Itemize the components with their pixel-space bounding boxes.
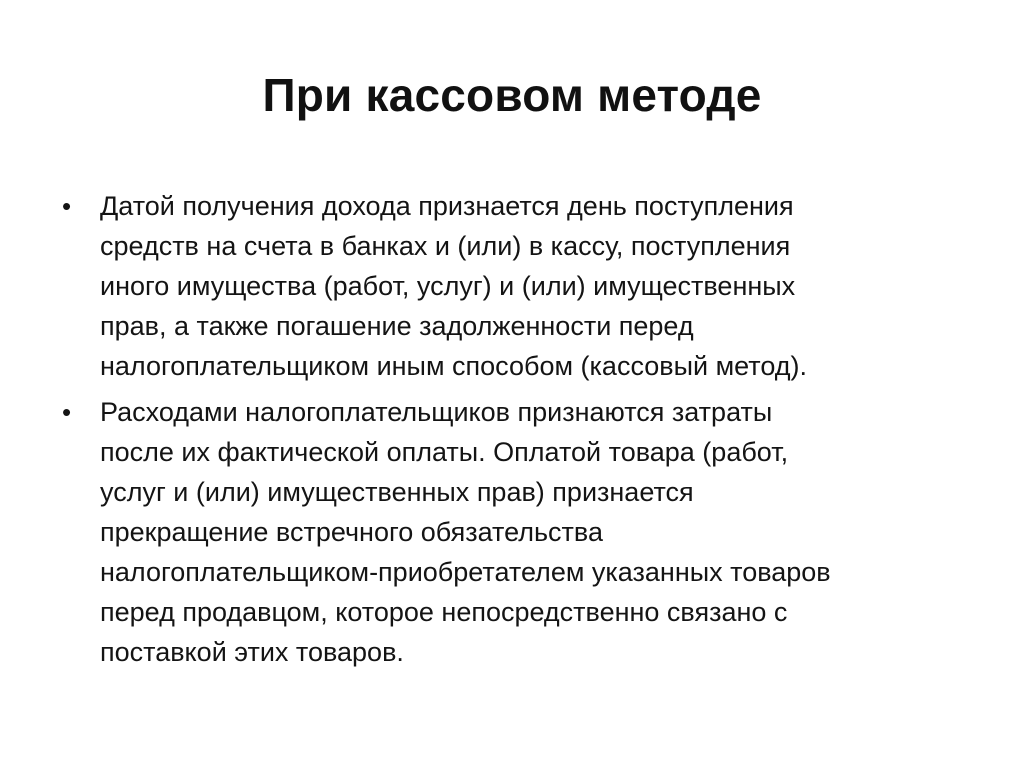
bullet-text-line: Датой получения дохода признается день поступления [100,191,794,221]
bullet-text-line: поставкой этих товаров. [100,637,404,667]
bullet-text-line: после их фактической оплаты. Оплатой товара (работ, [100,437,789,467]
bullet-item-income [60,186,960,386]
bullet-item-expenses [60,392,960,672]
bullet-text-line: Расходами налогоплательщиков признаются затраты [100,397,773,427]
bullet-text-line: прав, а также погашение задолженности перед [100,311,694,341]
bullet-text-line: прекращение встречного обязательства [100,517,603,547]
bullet-text-line: налогоплательщиком-приобретателем указанных товаров [100,557,831,587]
slide-title: При кассовом методе [262,69,762,121]
bullet-text-line: средств на счета в банках и (или) в кассу, поступления [100,231,791,261]
bullet-marker: • [62,397,72,427]
bullet-list [60,186,960,678]
bullet-text-line: услуг и (или) имущественных прав) признается [100,477,694,507]
bullet-text-line: иного имущества (работ, услуг) и (или) имущественных [100,271,796,301]
bullet-text-line: налогоплательщиком иным способом (кассовый метод). [100,351,808,381]
bullet-text-line: перед продавцом, которое непосредственно связано с [100,597,788,627]
bullet-marker: • [62,191,72,221]
